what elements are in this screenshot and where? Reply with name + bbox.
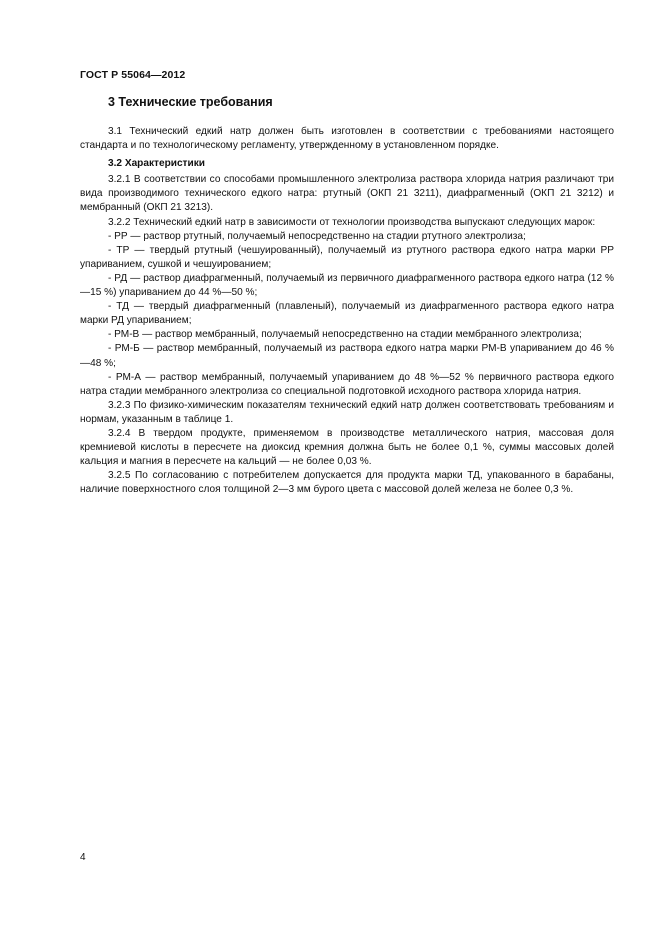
subsection-heading-3-2: 3.2 Характеристики bbox=[108, 158, 205, 170]
paragraph-3-2-1: 3.2.1 В соответствии со способами промышленного электролиза раствора хлорида натрия различают три вида производимого технического едкого натра: ртутный (ОКП 21 3211), диафрагменный (ОКП 21 3212) и мембранный (ОКП 21 3213). bbox=[80, 174, 614, 214]
list-item-rm-b: - РМ-Б — раствор мембранный, получаемый из раствора едкого натра марки РМ-В упариванием до 46 %—48 %; bbox=[80, 343, 614, 369]
list-item-rm-v: - РМ-В — раствор мембранный, получаемый непосредственно на стадии мембранного электролиза; bbox=[108, 329, 582, 341]
list-item-tr: - ТР — твердый ртутный (чешуированный), получаемый из ртутного раствора едкого натра марки РР упариванием, сушкой и чешуированием; bbox=[80, 244, 614, 270]
paragraph-3-1: 3.1 Технический едкий натр должен быть изготовлен в соответствии с требованиями настоящего стандарта и по технологическому регламенту, утвержденному в установленном порядке. bbox=[80, 126, 614, 152]
document-body bbox=[80, 125, 614, 497]
paragraph-3-2-2: 3.2.2 Технический едкий натр в зависимости от технологии производства выпускают следующих марок: bbox=[108, 216, 596, 228]
paragraph-3-2-3: 3.2.3 По физико-химическим показателям технический едкий натр должен соответствовать требованиям и нормам, указанным в таблице 1. bbox=[80, 399, 614, 425]
page-number: 4 bbox=[80, 852, 86, 863]
list-item-rd: - РД — раствор диафрагменный, получаемый из первичного диафрагменного раствора едкого натра (12 %—15 %) упариванием до 44 %—50 %; bbox=[80, 272, 614, 299]
section-title: 3 Технические требования bbox=[108, 95, 273, 109]
list-item-rm-a: - РМ-А — раствор мембранный, получаемый упариванием до 48 %—52 % первичного раствора едкого натра стадии мембранного электролиза со специальной подготовкой исходного раствора хлорида натрия. bbox=[80, 371, 614, 397]
paragraph-3-2-5: 3.2.5 По согласованию с потребителем допускается для продукта марки ТД, упакованного в барабаны, наличие поверхностного слоя толщиной 2—3 мм бурого цвета с массовой долей железа не более 0,3 %. bbox=[80, 470, 614, 496]
list-item-td: - ТД — твердый диафрагменный (плавленый), получаемый из диафрагменного раствора едкого натра марки РД упариванием; bbox=[80, 301, 614, 327]
document-header: ГОСТ Р 55064—2012 bbox=[80, 69, 186, 81]
list-item-rr: - РР — раствор ртутный, получаемый непосредственно на стадии ртутного электролиза; bbox=[108, 230, 526, 242]
paragraph-3-2-4: 3.2.4 В твердом продукте, применяемом в производстве металлического натрия, массовая доля кремниевой кислоты в пересчете на диоксид кремния должна быть не более 0,1 %, суммы массовых долей кальция и магния в пересчете на кальций — не более 0,03 %. bbox=[80, 427, 614, 468]
